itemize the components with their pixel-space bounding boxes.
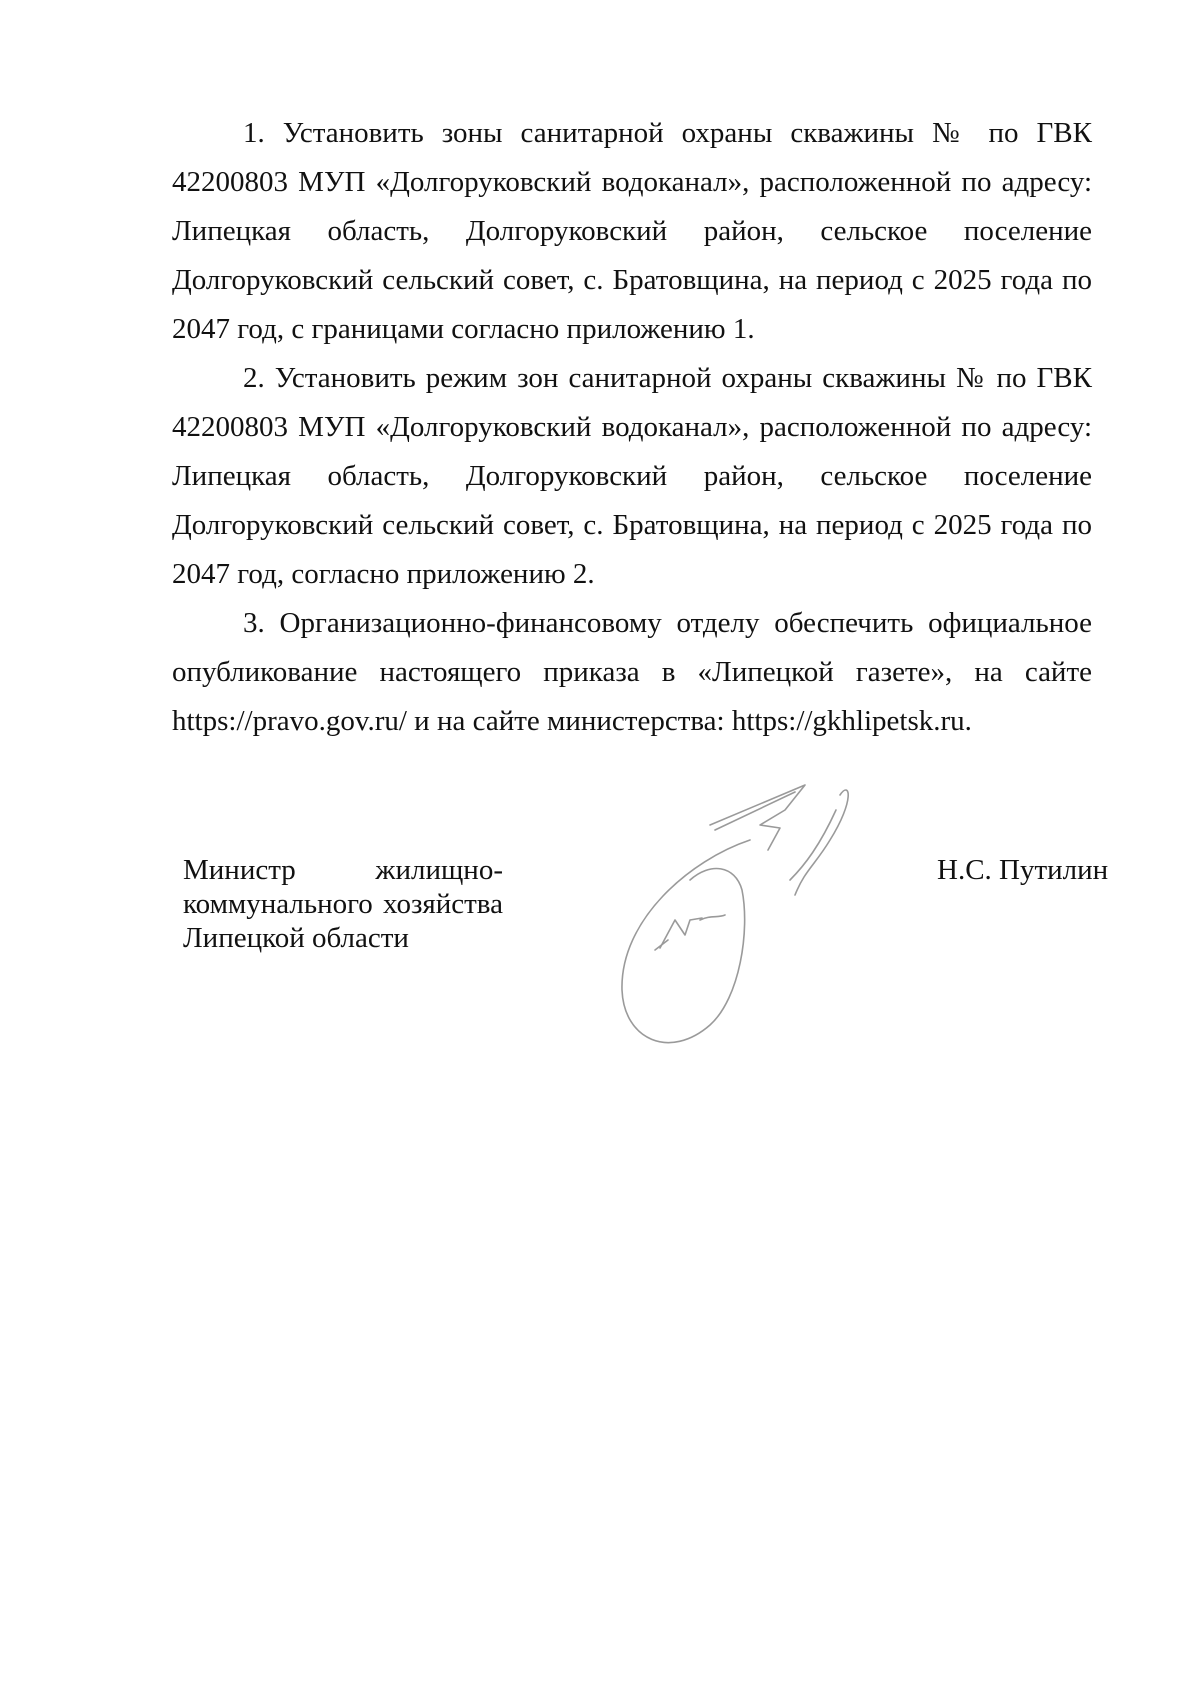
signatory-position-line-2: коммунального хозяйства	[183, 888, 503, 920]
paragraph-3: 3. Организационно-финансовому отделу обеспечить официальное опубликование настоящего приказа в «Липецкой газете», на сайте https://pravo.gov.ru/ и на сайте министерства: https://gkhlipetsk.ru.	[172, 607, 1092, 737]
handwritten-signature	[600, 770, 900, 1070]
paragraph-1: 1. Установить зоны санитарной охраны скважины № по ГВК 42200803 МУП «Долгоруковский водоканал», расположенной по адресу: Липецкая область, Долгоруковский район, сельское поселение Долгоруковский сельский совет, с. Братовщина, на период с 2025 года по 2047 год, с границами согласно приложению 1.	[172, 117, 1092, 345]
signatory-position	[183, 853, 503, 955]
signatory-position-line-3: Липецкой области	[183, 922, 409, 954]
signatory-name: Н.С. Путилин	[937, 854, 1109, 886]
paragraph-2: 2. Установить режим зон санитарной охраны скважины № по ГВК 42200803 МУП «Долгоруковский водоканал», расположенной по адресу: Липецкая область, Долгоруковский район, сельское поселение Долгоруковский сельский совет, с. Братовщина, на период с 2025 года по 2047 год, согласно приложению 2.	[172, 362, 1092, 590]
order-body	[172, 109, 1092, 746]
signatory-position-line-1: Министр жилищно-	[183, 854, 503, 886]
